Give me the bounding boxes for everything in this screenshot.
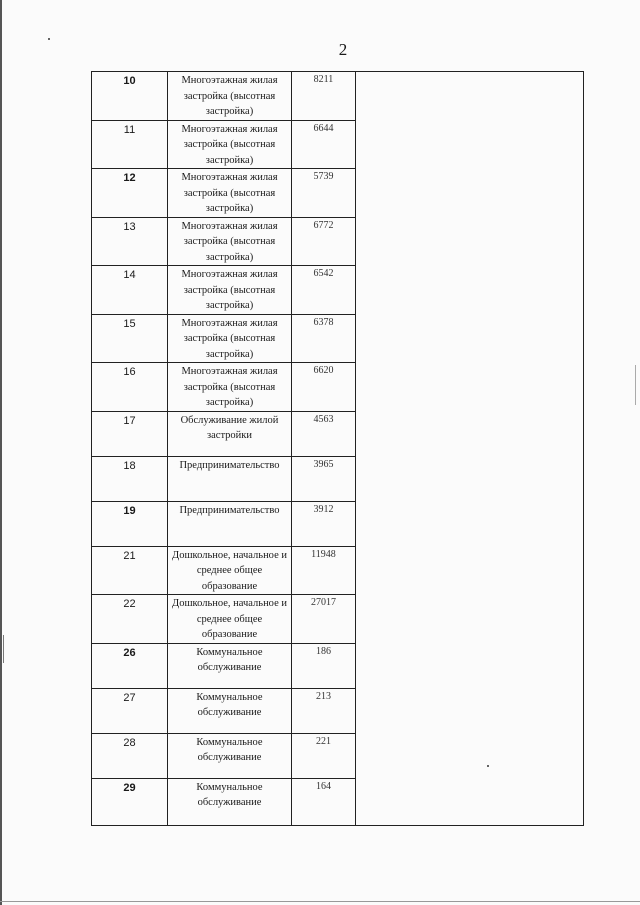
scan-margin-line	[0, 0, 2, 905]
plot-number-cell: 28	[92, 733, 168, 778]
land-use-cell: Многоэтажная жилая застройка (высотная застройка)	[168, 169, 292, 218]
land-use-cell: Многоэтажная жилая застройка (высотная застройка)	[168, 363, 292, 412]
land-use-cell: Многоэтажная жилая застройка (высотная застройка)	[168, 72, 292, 121]
plot-number-cell: 21	[92, 546, 168, 595]
scan-speck	[48, 38, 50, 40]
area-cell: 11948	[292, 546, 356, 595]
plot-number-cell: 12	[92, 169, 168, 218]
plot-number-cell: 13	[92, 217, 168, 266]
land-use-cell: Коммунальное обслуживание	[168, 643, 292, 688]
area-cell: 213	[292, 688, 356, 733]
area-cell: 6620	[292, 363, 356, 412]
plot-number-cell: 29	[92, 778, 168, 825]
scan-speck	[487, 765, 489, 767]
land-use-cell: Коммунальное обслуживание	[168, 778, 292, 825]
area-cell: 221	[292, 733, 356, 778]
land-use-cell: Многоэтажная жилая застройка (высотная застройка)	[168, 217, 292, 266]
area-cell: 4563	[292, 411, 356, 456]
area-cell: 164	[292, 778, 356, 825]
plot-number-cell: 10	[92, 72, 168, 121]
area-cell: 3965	[292, 456, 356, 501]
land-use-cell: Коммунальное обслуживание	[168, 733, 292, 778]
land-use-cell: Дошкольное, начальное и среднее общее образование	[168, 595, 292, 644]
land-plots-table	[91, 71, 584, 826]
area-cell: 6644	[292, 120, 356, 169]
area-cell: 186	[292, 643, 356, 688]
table-row	[92, 72, 584, 121]
land-use-cell: Коммунальное обслуживание	[168, 688, 292, 733]
land-use-cell: Предпринимательство	[168, 501, 292, 546]
area-cell: 27017	[292, 595, 356, 644]
area-cell: 8211	[292, 72, 356, 121]
page-number: 2	[338, 40, 348, 59]
land-use-cell: Многоэтажная жилая застройка (высотная застройка)	[168, 266, 292, 315]
plot-number-cell: 11	[92, 120, 168, 169]
area-cell: 6542	[292, 266, 356, 315]
plot-number-cell: 15	[92, 314, 168, 363]
scan-edge-mark	[635, 365, 636, 405]
plot-number-cell: 16	[92, 363, 168, 412]
land-use-cell: Предпринимательство	[168, 456, 292, 501]
plot-number-cell: 17	[92, 411, 168, 456]
land-use-cell: Многоэтажная жилая застройка (высотная застройка)	[168, 314, 292, 363]
notes-cell	[356, 72, 584, 826]
plot-number-cell: 22	[92, 595, 168, 644]
area-cell: 6378	[292, 314, 356, 363]
plot-number-cell: 27	[92, 688, 168, 733]
land-use-cell: Обслуживание жилой застройки	[168, 411, 292, 456]
plot-number-cell: 26	[92, 643, 168, 688]
plot-number-cell: 19	[92, 501, 168, 546]
area-cell: 3912	[292, 501, 356, 546]
land-use-cell: Дошкольное, начальное и среднее общее образование	[168, 546, 292, 595]
plot-number-cell: 14	[92, 266, 168, 315]
area-cell: 5739	[292, 169, 356, 218]
scan-bottom-line	[0, 901, 640, 902]
land-use-cell: Многоэтажная жилая застройка (высотная застройка)	[168, 120, 292, 169]
plot-number-cell: 18	[92, 456, 168, 501]
scan-edge-mark	[3, 635, 4, 663]
area-cell: 6772	[292, 217, 356, 266]
